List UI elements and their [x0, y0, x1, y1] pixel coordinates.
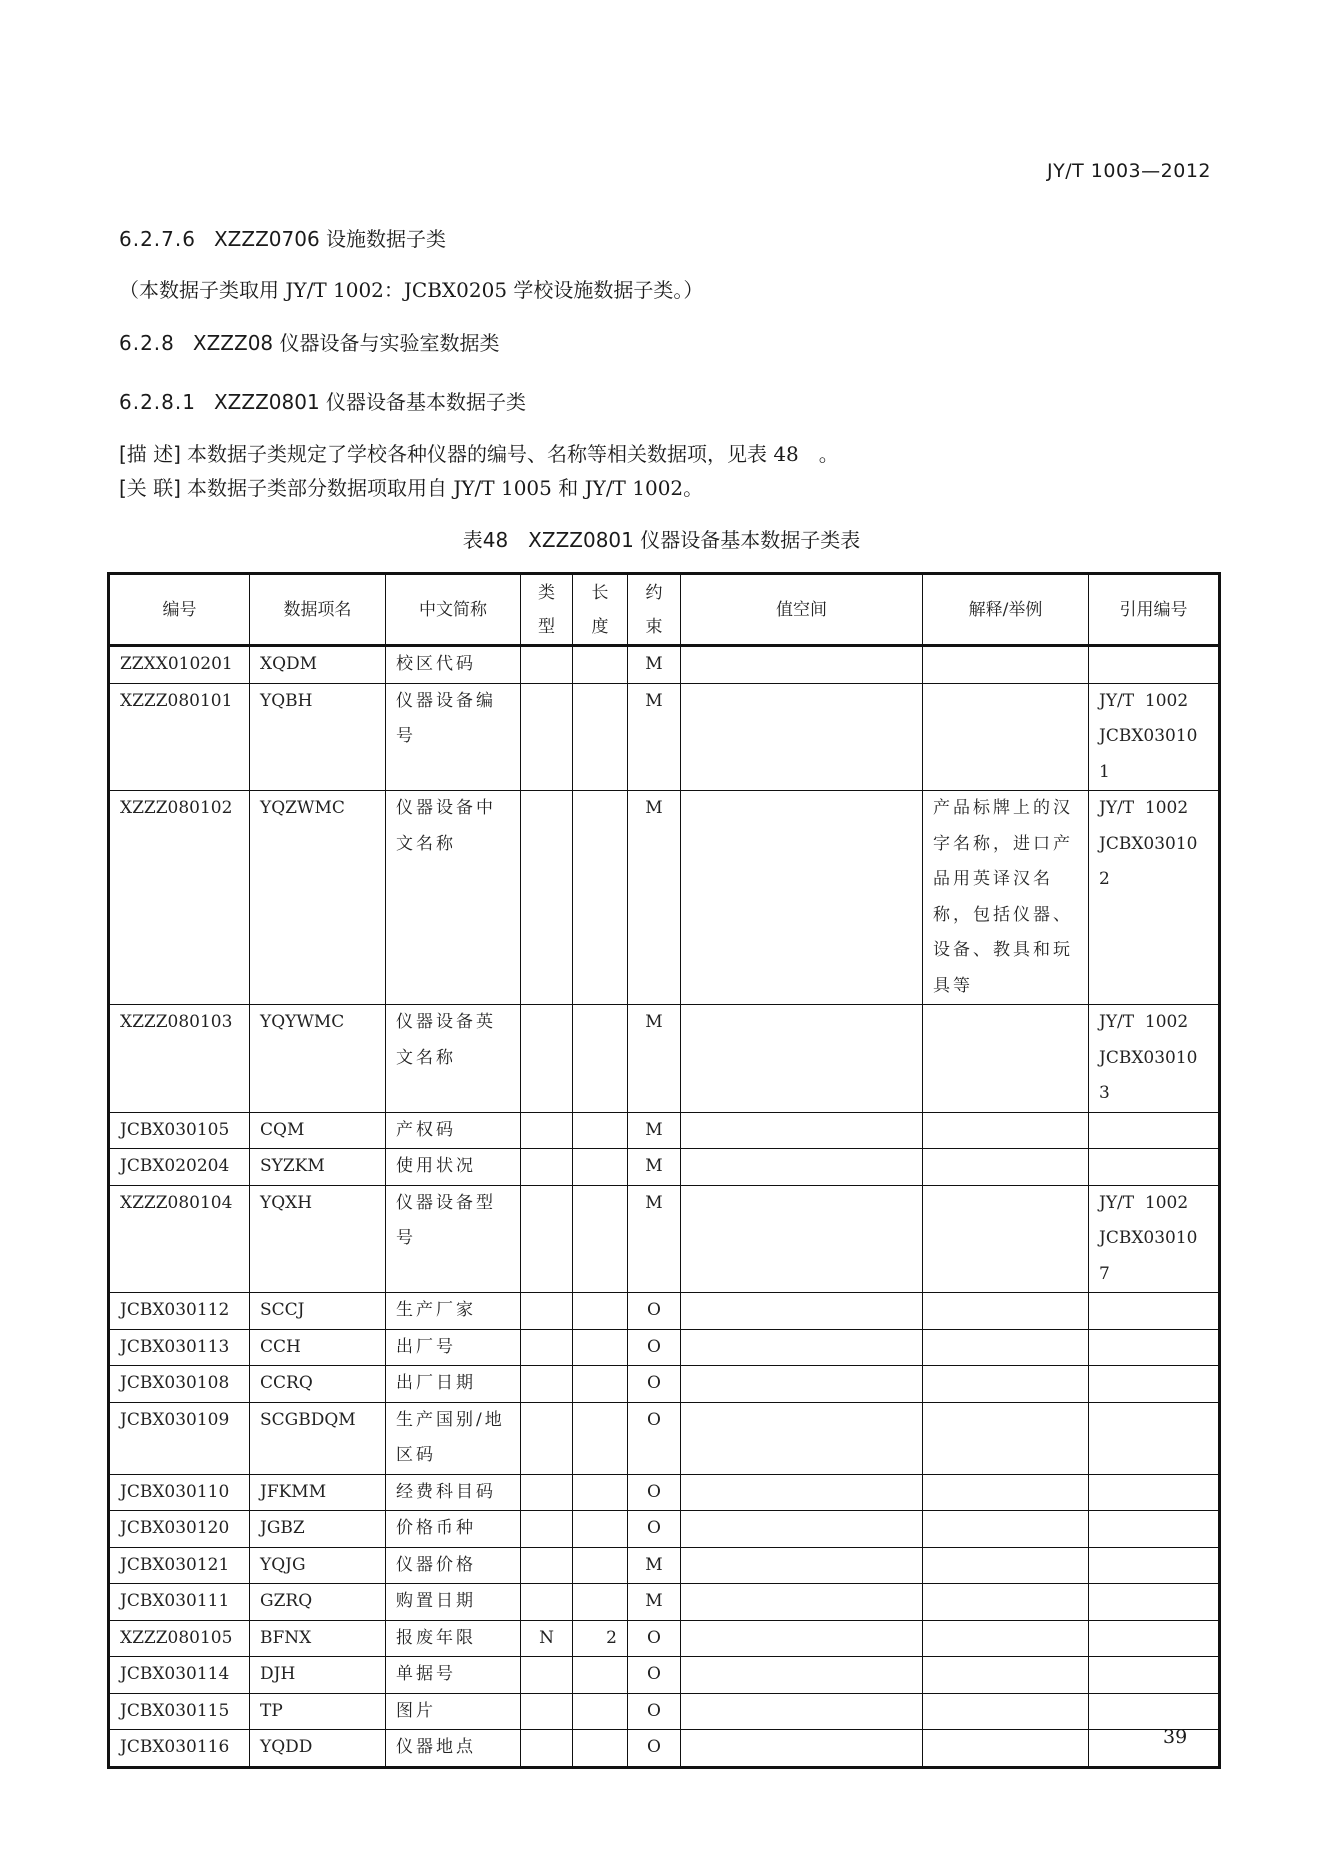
column-header-length: 长度 [573, 574, 628, 646]
cell-constraint: O [628, 1620, 681, 1657]
cell-explanation [923, 1474, 1089, 1511]
cell-constraint: O [628, 1329, 681, 1366]
table-caption: 表48 XZZZ0801 仪器设备基本数据子类表 [462, 528, 861, 552]
cell-id: JCBX030121 [109, 1547, 250, 1584]
cell-length [573, 1293, 628, 1330]
cell-data-item-name: YQJG [250, 1547, 386, 1584]
cell-constraint: M [628, 1005, 681, 1113]
cell-constraint: M [628, 1584, 681, 1621]
section-number: 6.2.8.1 [119, 390, 196, 414]
relation-tag: [关 联] [119, 476, 181, 500]
cell-explanation [923, 683, 1089, 791]
column-header-reference: 引用编号 [1089, 574, 1220, 646]
cell-explanation [923, 1693, 1089, 1730]
cell-explanation [923, 1005, 1089, 1113]
cell-chinese-name: 使用状况 [386, 1149, 521, 1186]
cell-explanation [923, 1511, 1089, 1548]
cell-type [521, 1112, 573, 1149]
cell-type [521, 1547, 573, 1584]
cell-reference [1089, 1293, 1220, 1330]
cell-reference [1089, 1693, 1220, 1730]
cell-type [521, 1149, 573, 1186]
cell-explanation [923, 1112, 1089, 1149]
cell-type [521, 1185, 573, 1293]
cell-constraint: M [628, 1185, 681, 1293]
cell-constraint: O [628, 1511, 681, 1548]
reference-code: JCBX030102 [1099, 833, 1198, 889]
cell-length [573, 1149, 628, 1186]
cell-value-space [681, 1693, 923, 1730]
cell-data-item-name: CCRQ [250, 1366, 386, 1403]
cell-reference [1089, 1547, 1220, 1584]
cell-chinese-name: 仪器设备编号 [386, 683, 521, 791]
cell-chinese-name: 仪器价格 [386, 1547, 521, 1584]
cell-explanation [923, 1547, 1089, 1584]
cell-length [573, 1657, 628, 1694]
cell-length [573, 1474, 628, 1511]
cell-data-item-name: YQZWMC [250, 791, 386, 1005]
section-title: XZZZ0706 设施数据子类 [213, 227, 447, 251]
column-header-cn: 中文简称 [386, 574, 521, 646]
table-row [109, 1149, 1220, 1186]
cell-length [573, 646, 628, 684]
cell-length [573, 1005, 628, 1113]
cell-value-space [681, 1547, 923, 1584]
section-heading-6276 [119, 223, 446, 252]
cell-reference [1089, 1005, 1220, 1113]
table-row [109, 1474, 1220, 1511]
cell-length [573, 1584, 628, 1621]
cell-value-space [681, 1005, 923, 1113]
table-row [109, 1366, 1220, 1403]
cell-data-item-name: GZRQ [250, 1584, 386, 1621]
cell-chinese-name: 仪器地点 [386, 1730, 521, 1768]
reference-code: JCBX030103 [1099, 1047, 1198, 1103]
cell-id: JCBX030110 [109, 1474, 250, 1511]
cell-reference [1089, 1402, 1220, 1474]
table-row [109, 1730, 1220, 1768]
cell-length [573, 791, 628, 1005]
reference-standard: JY/T 1002 [1099, 798, 1189, 818]
cell-type [521, 1329, 573, 1366]
cell-chinese-name: 产权码 [386, 1112, 521, 1149]
cell-explanation [923, 1293, 1089, 1330]
cell-chinese-name: 价格币种 [386, 1511, 521, 1548]
cell-id: JCBX030111 [109, 1584, 250, 1621]
cell-reference [1089, 1584, 1220, 1621]
cell-chinese-name: 购置日期 [386, 1584, 521, 1621]
cell-constraint: M [628, 791, 681, 1005]
description-tag: [描 述] [119, 442, 181, 466]
cell-value-space [681, 1329, 923, 1366]
cell-constraint: M [628, 646, 681, 684]
table-row [109, 1511, 1220, 1548]
cell-data-item-name: JGBZ [250, 1511, 386, 1548]
cell-chinese-name: 单据号 [386, 1657, 521, 1694]
cell-reference [1089, 1112, 1220, 1149]
cell-value-space [681, 1149, 923, 1186]
cell-length [573, 1730, 628, 1768]
cell-explanation [923, 1657, 1089, 1694]
cell-type [521, 1474, 573, 1511]
table-row [109, 1620, 1220, 1657]
cell-reference [1089, 1366, 1220, 1403]
table-header-row [109, 574, 1220, 646]
cell-type: N [521, 1620, 573, 1657]
cell-length [573, 1112, 628, 1149]
section-number: 6.2.7.6 [119, 227, 196, 251]
cell-explanation [923, 1620, 1089, 1657]
table-body [109, 646, 1220, 1768]
table-row [109, 646, 1220, 684]
table-row [109, 1329, 1220, 1366]
table-row [109, 1693, 1220, 1730]
cell-explanation [923, 1402, 1089, 1474]
cell-id: XZZZ080105 [109, 1620, 250, 1657]
cell-chinese-name: 图片 [386, 1693, 521, 1730]
cell-data-item-name: SYZKM [250, 1149, 386, 1186]
cell-chinese-name: 出厂号 [386, 1329, 521, 1366]
cell-value-space [681, 1474, 923, 1511]
cell-type [521, 683, 573, 791]
cell-chinese-name: 经费科目码 [386, 1474, 521, 1511]
cell-length [573, 1511, 628, 1548]
cell-chinese-name: 报废年限 [386, 1620, 521, 1657]
relation-text: 本数据子类部分数据项取用自 JY/T 1005 和 JY/T 1002。 [186, 476, 704, 500]
cell-id: JCBX030105 [109, 1112, 250, 1149]
table-row [109, 1112, 1220, 1149]
cell-data-item-name: BFNX [250, 1620, 386, 1657]
cell-constraint: O [628, 1474, 681, 1511]
cell-reference [1089, 1329, 1220, 1366]
cell-explanation [923, 1584, 1089, 1621]
cell-type [521, 1293, 573, 1330]
cell-explanation [923, 1366, 1089, 1403]
table-row [109, 1402, 1220, 1474]
cell-value-space [681, 1511, 923, 1548]
cell-reference [1089, 1149, 1220, 1186]
cell-id: JCBX030112 [109, 1293, 250, 1330]
reference-standard: JY/T 1002 [1099, 1012, 1189, 1032]
cell-explanation [923, 1730, 1089, 1768]
section-number: 6.2.8 [119, 331, 175, 355]
cell-length [573, 1185, 628, 1293]
cell-reference [1089, 1620, 1220, 1657]
cell-data-item-name: JFKMM [250, 1474, 386, 1511]
column-header-id: 编号 [109, 574, 250, 646]
data-items-table [107, 572, 1221, 1769]
cell-reference [1089, 1657, 1220, 1694]
cell-data-item-name: YQYWMC [250, 1005, 386, 1113]
cell-data-item-name: SCGBDQM [250, 1402, 386, 1474]
cell-chinese-name: 仪器设备型号 [386, 1185, 521, 1293]
cell-reference [1089, 1511, 1220, 1548]
cell-id: JCBX030108 [109, 1366, 250, 1403]
cell-type [521, 646, 573, 684]
cell-value-space [681, 1366, 923, 1403]
column-header-explanation: 解释/举例 [923, 574, 1089, 646]
section-title: XZZZ08 仪器设备与实验室数据类 [192, 331, 500, 355]
table-row [109, 1584, 1220, 1621]
cell-length [573, 1547, 628, 1584]
reference-standard: JY/T 1002 [1099, 1192, 1189, 1213]
cell-chinese-name: 校区代码 [386, 646, 521, 684]
description-paragraph [119, 438, 839, 467]
cell-id: JCBX030116 [109, 1730, 250, 1768]
cell-reference [1089, 1730, 1220, 1768]
cell-constraint: M [628, 1112, 681, 1149]
cell-reference [1089, 1474, 1220, 1511]
cell-constraint: M [628, 683, 681, 791]
relation-paragraph [119, 472, 703, 501]
cell-data-item-name: YQBH [250, 683, 386, 791]
page-number: 39 [1163, 1726, 1188, 1748]
cell-length: 2 [573, 1620, 628, 1657]
cell-length [573, 1329, 628, 1366]
cell-value-space [681, 791, 923, 1005]
cell-data-item-name: CCH [250, 1329, 386, 1366]
cell-reference [1089, 683, 1220, 791]
cell-chinese-name: 仪器设备英文名称 [386, 1005, 521, 1113]
cell-id: XZZZ080102 [109, 791, 250, 1005]
cell-id: XZZZ080101 [109, 683, 250, 791]
cell-reference [1089, 791, 1220, 1005]
cell-constraint: O [628, 1730, 681, 1768]
section-heading-6281 [119, 386, 526, 415]
cell-chinese-name: 出厂日期 [386, 1366, 521, 1403]
cell-type [521, 1693, 573, 1730]
cell-type [521, 1402, 573, 1474]
cell-explanation: 产品标牌上的汉字名称，进口产品用英译汉名称，包括仪器、设备、教具和玩具等 [923, 791, 1089, 1005]
cell-value-space [681, 1620, 923, 1657]
cell-constraint: O [628, 1293, 681, 1330]
cell-constraint: M [628, 1547, 681, 1584]
cell-reference [1089, 1185, 1220, 1293]
cell-type [521, 1366, 573, 1403]
column-header-name: 数据项名 [250, 574, 386, 646]
table-row [109, 1293, 1220, 1330]
cell-id: JCBX030109 [109, 1402, 250, 1474]
table-row [109, 1547, 1220, 1584]
cell-value-space [681, 1584, 923, 1621]
cell-value-space [681, 1185, 923, 1293]
table-row [109, 683, 1220, 791]
description-text: 本数据子类规定了学校各种仪器的编号、名称等相关数据项，见表 48 。 [186, 442, 839, 466]
cell-type [521, 1005, 573, 1113]
standard-code: JY/T 1003—2012 [1047, 160, 1211, 182]
section-heading-628 [119, 327, 500, 356]
cell-explanation [923, 646, 1089, 684]
cell-value-space [681, 683, 923, 791]
cell-data-item-name: TP [250, 1693, 386, 1730]
cell-id: XZZZ080103 [109, 1005, 250, 1113]
cell-value-space [681, 1657, 923, 1694]
cell-reference [1089, 646, 1220, 684]
cell-length [573, 1693, 628, 1730]
cell-type [521, 1730, 573, 1768]
cell-type [521, 1657, 573, 1694]
cell-id: JCBX020204 [109, 1149, 250, 1186]
cell-id: JCBX030113 [109, 1329, 250, 1366]
cell-id: ZZXX010201 [109, 646, 250, 684]
cell-value-space [681, 1402, 923, 1474]
column-header-value-space: 值空间 [681, 574, 923, 646]
cell-constraint: M [628, 1149, 681, 1186]
table-row [109, 791, 1220, 1005]
cell-value-space [681, 1293, 923, 1330]
cell-constraint: O [628, 1366, 681, 1403]
cell-type [521, 791, 573, 1005]
cell-data-item-name: YQXH [250, 1185, 386, 1293]
cell-length [573, 1366, 628, 1403]
cell-data-item-name: CQM [250, 1112, 386, 1149]
cell-constraint: O [628, 1402, 681, 1474]
reference-code: JCBX030101 [1099, 726, 1198, 782]
cell-chinese-name: 仪器设备中文名称 [386, 791, 521, 1005]
section-note: （本数据子类取用 JY/T 1002：JCBX0205 学校设施数据子类。） [119, 278, 704, 302]
table-row [109, 1657, 1220, 1694]
cell-id: JCBX030115 [109, 1693, 250, 1730]
section-title: XZZZ0801 仪器设备基本数据子类 [213, 390, 527, 414]
cell-length [573, 683, 628, 791]
reference-standard: JY/T 1002 [1099, 690, 1189, 711]
cell-constraint: O [628, 1657, 681, 1694]
cell-id: JCBX030114 [109, 1657, 250, 1694]
cell-value-space [681, 646, 923, 684]
column-header-constraint: 约束 [628, 574, 681, 646]
reference-code: JCBX030107 [1099, 1228, 1198, 1284]
cell-value-space [681, 1112, 923, 1149]
column-header-type: 类型 [521, 574, 573, 646]
cell-data-item-name: YQDD [250, 1730, 386, 1768]
cell-value-space [681, 1730, 923, 1768]
cell-type [521, 1584, 573, 1621]
table-row [109, 1005, 1220, 1113]
cell-id: XZZZ080104 [109, 1185, 250, 1293]
cell-length [573, 1402, 628, 1474]
cell-explanation [923, 1329, 1089, 1366]
cell-data-item-name: XQDM [250, 646, 386, 684]
cell-chinese-name: 生产国别/地区码 [386, 1402, 521, 1474]
cell-explanation [923, 1185, 1089, 1293]
cell-data-item-name: DJH [250, 1657, 386, 1694]
cell-chinese-name: 生产厂家 [386, 1293, 521, 1330]
cell-type [521, 1511, 573, 1548]
cell-id: JCBX030120 [109, 1511, 250, 1548]
cell-constraint: O [628, 1693, 681, 1730]
cell-data-item-name: SCCJ [250, 1293, 386, 1330]
cell-explanation [923, 1149, 1089, 1186]
table-row [109, 1185, 1220, 1293]
